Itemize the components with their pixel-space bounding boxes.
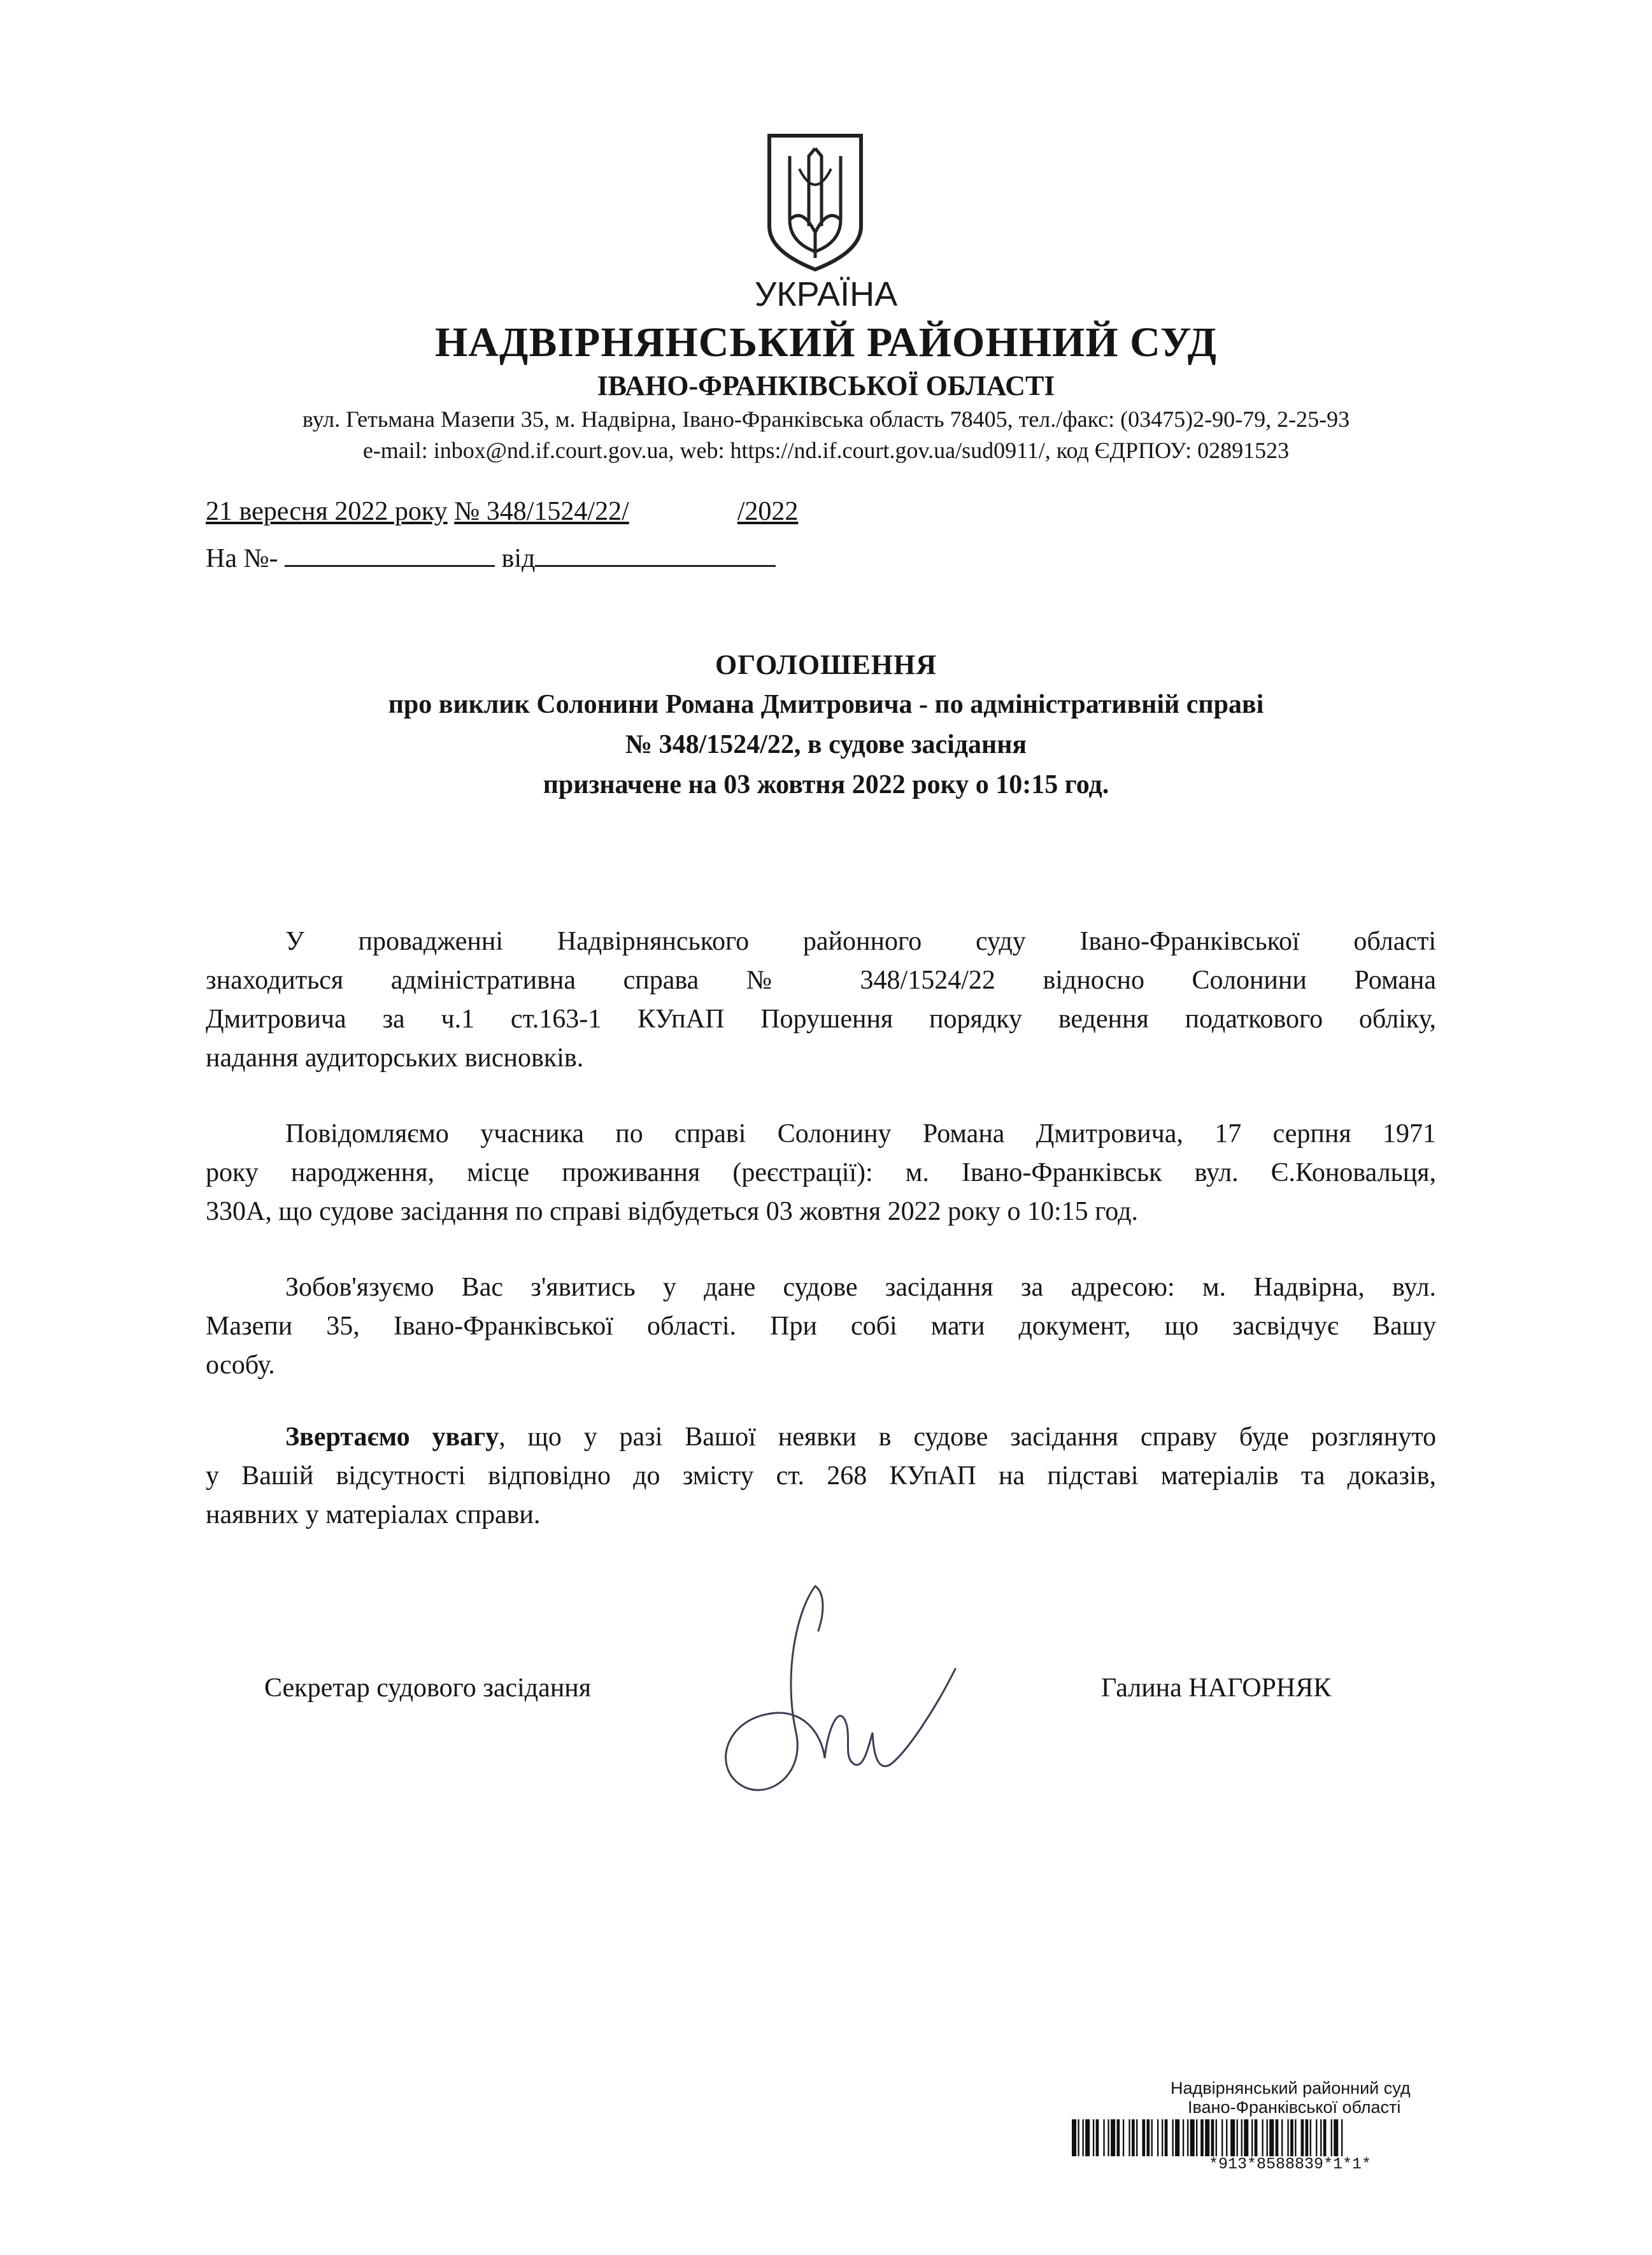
paragraph-line: Зобов'язуємо Вас з'явитись у дане судове засідання за адресою: м. Надвірна, вул.	[285, 1273, 1436, 1302]
paragraph-line: Дмитровича за ч.1 ст.163-1 КУпАП Порушення порядку ведення податкового обліку,	[206, 1005, 1436, 1034]
paragraph-warning	[206, 1418, 1436, 1535]
paragraph-line: надання аудиторських висновків.	[206, 1043, 584, 1073]
document-number-prefix: № 348/1524/22/	[454, 497, 629, 526]
court-name: НАДВІРНЯНСЬКИЙ РАЙОННИЙ СУД	[434, 319, 1218, 366]
document-number-suffix: /2022	[737, 497, 799, 526]
paragraph-case-info	[206, 922, 1436, 1078]
signatory-name: Галина НАГОРНЯК	[1101, 1673, 1332, 1703]
coat-of-arms-icon	[764, 131, 866, 274]
announcement-subtitle-3: призначене на 03 жовтня 2022 року о 10:15 год.	[543, 770, 1109, 799]
court-contacts: e-mail: inbox@nd.if.court.gov.ua, web: https://nd.if.court.gov.ua/sud0911/, код ЄДРПОУ: 02891523	[362, 438, 1290, 463]
handwritten-signature-icon	[688, 1573, 968, 1822]
paragraph-line: року народження, місце проживання (реєстрації): м. Івано-Франківськ вул. Є.Коновальця,	[206, 1158, 1436, 1187]
document-date: 21 вересня 2022 року	[206, 497, 448, 526]
signatory-role: Секретар судового засідання	[264, 1673, 592, 1703]
from-blank	[535, 543, 776, 567]
paragraph-line: У провадженні Надвірнянського районного суду Івано-Франківської області	[285, 927, 1436, 956]
announcement-subtitle-1: про виклик Солонини Романа Дмитровича - по адміністративній справі	[388, 690, 1264, 719]
incoming-reference	[206, 543, 776, 575]
paragraph-line: наявних у матеріалах справи.	[206, 1500, 541, 1529]
court-address: вул. Гетьмана Мазепи 35, м. Надвірна, Івано-Франківська область 78405, тел./факс: (03475)2-90-79, 2-25-93	[302, 406, 1350, 432]
on-number-blank	[285, 543, 495, 567]
paragraph-line: 330А, що судове засідання по справі відбудеться 03 жовтня 2022 року о 10:15 год.	[206, 1197, 1138, 1226]
paragraph-line: у Вашій відсутності відповідно до змісту ст. 268 КУпАП на підставі матеріалів та доказів,	[206, 1461, 1436, 1491]
from-label: від	[501, 544, 536, 573]
document-reference	[206, 496, 798, 527]
document-number	[454, 497, 798, 526]
paragraph-line: Повідомляємо учасника по справі Солонину Романа Дмитровича, 17 серпня 1971	[285, 1119, 1436, 1149]
paragraph-notification	[206, 1115, 1436, 1231]
barcode-icon	[1072, 2119, 1511, 2156]
country-name: УКРАЇНА	[754, 275, 898, 313]
paragraph-line	[206, 1418, 1436, 1457]
on-number-label: На №-	[206, 544, 278, 573]
paragraph-line: Мазепи 35, Івано-Франківської області. При собі мати документ, що засвідчує Вашу	[206, 1312, 1436, 1341]
court-region: ІВАНО-ФРАНКІВСЬКОЇ ОБЛАСТІ	[597, 370, 1055, 401]
stamp-court-name: Надвірнянський районний суд	[1171, 2079, 1411, 2098]
announcement-title: ОГОЛОШЕННЯ	[715, 649, 937, 680]
warning-text: , що у разі Вашої неявки в судове засідання справу буде розглянуто	[499, 1422, 1436, 1452]
announcement-subtitle-2: № 348/1524/22, в судове засідання	[625, 730, 1027, 759]
paragraph-summons	[206, 1268, 1436, 1385]
paragraph-line: особу.	[206, 1350, 275, 1380]
paragraph-line: знаходиться адміністративна справа № 348/1524/22 відносно Солонини Романа	[206, 966, 1436, 995]
stamp-court-region: Івано-Франківської області	[1188, 2098, 1401, 2117]
barcode-number: *913*8588839*1*1*	[1209, 2155, 1372, 2173]
warning-emphasis: Звертаємо увагу	[285, 1422, 499, 1452]
